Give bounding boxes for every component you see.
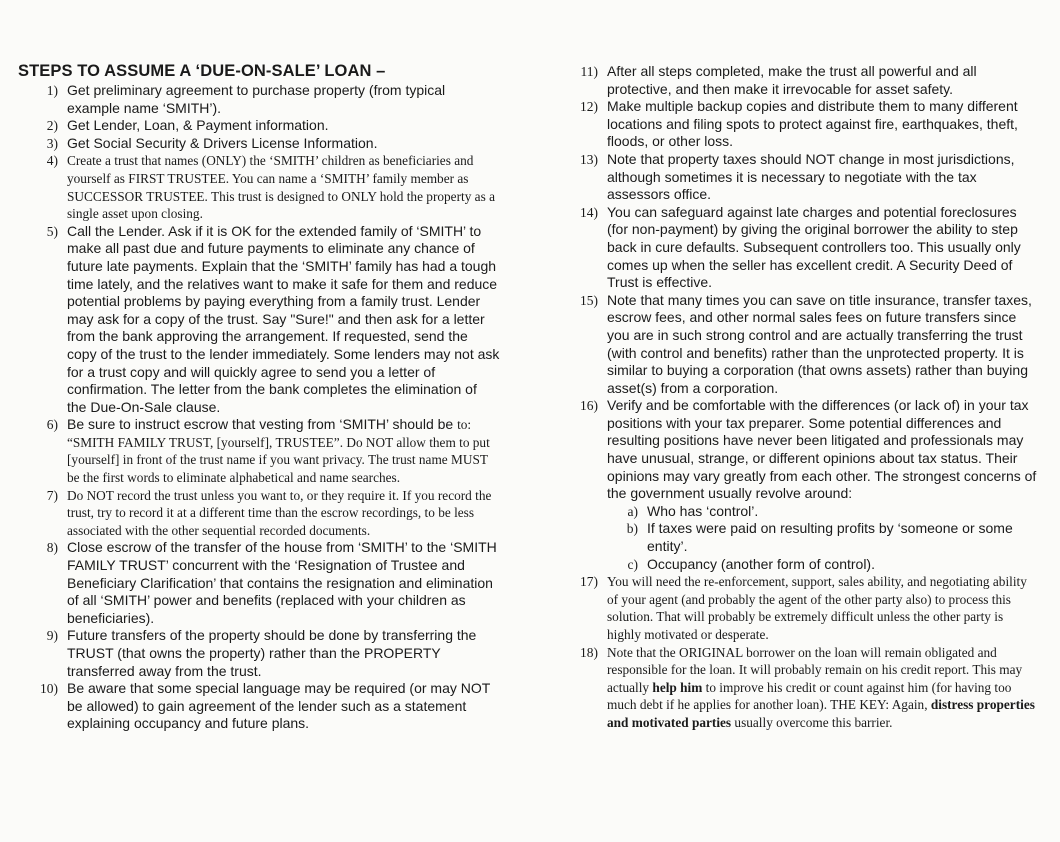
item-text: Make multiple backup copies and distribute them to many different locations and filing spots to protect against fire, earthquakes, theft, floods, or other loss. (607, 98, 1018, 150)
item-text: Be sure to instruct escrow that vesting from ‘SMITH’ should be (67, 416, 454, 433)
left-column (20, 82, 500, 733)
list-item (20, 487, 500, 540)
item-text: Get preliminary agreement to purchase property (from typical example name ‘SMITH’). (67, 82, 446, 116)
item-number: 2) (46, 118, 58, 134)
item-number: 17) (580, 574, 598, 590)
item-number: 16) (580, 398, 598, 414)
item-text: You can safeguard against late charges and potential foreclosures (for non-payment) by giving the original borrower the ability to step back in cure defaults. Subsequent controllers too. This usually only comes up when the seller has excellent credit. A Security Deed of Trust is effective. (607, 203, 1021, 291)
sub-list-item (560, 503, 1040, 521)
item-text: Verify and be comfortable with the differences (or lack of) in your tax positions with your tax preparer. Some potential differences and resulting positions have never been litigated and professionals may have unusual, strange, or different opinions about tax status. Their opinions may vary greatly from each other. The strongest concerns of the government usually revolve around: (607, 397, 1037, 502)
item-text: Note that the ORIGINAL borrower on the loan will remain obligated and responsible for the loan. It will probably remain on his credit report. This may actually (607, 644, 1023, 695)
sub-item-letter: b) (626, 521, 638, 537)
list-item (20, 416, 500, 486)
list-item (20, 680, 500, 733)
sub-item-text: Occupancy (another form of control). (647, 555, 875, 572)
sub-list-item (560, 556, 1040, 574)
list-item (560, 644, 1040, 732)
item-number: 18) (580, 644, 598, 660)
list-item (560, 151, 1040, 204)
item-number: 15) (580, 292, 598, 308)
item-text: Be aware that some special language may be required (or may NOT be allowed) to gain agreement of the lender such as a statement explaining occupancy and future plans. (67, 680, 491, 732)
item-text: Get Social Security & Drivers License Information. (67, 134, 378, 151)
item-number: 11) (580, 64, 598, 79)
item-text: Create a trust that names (ONLY) the ‘SMITH’ children as beneficiaries and yourself as FIRST TRUSTEE. You can name a ‘SMITH’ family member as SUCCESSOR TRUSTEE. This trust is designed to ONLY hold the property as a single asset upon closing. (67, 153, 495, 222)
item-text: to improve his credit or count against him (for having too much debt if he applies for another loan). THE KEY: Again, (607, 679, 1012, 713)
item-number: 3) (46, 135, 58, 151)
item-text: Future transfers of the property should be done by transferring the TRUST (that owns the property) rather than the PROPERTY transferred away from the trust. (67, 627, 477, 679)
list-item (560, 573, 1040, 643)
list-item (20, 117, 500, 135)
item-text: After all steps completed, make the trust all powerful and all protective, and then make it irrevocable for asset safety. (607, 63, 977, 97)
item-text-bold: distress properties and motivated parties (607, 697, 1035, 730)
item-number: 7) (46, 487, 58, 503)
sub-list-item (560, 520, 1040, 555)
item-text: Note that many times you can save on title insurance, transfer taxes, escrow fees, and other normal sales fees on future transfers since you are in such strong control and are actually transferring the trust (with control and benefits) rather than the unprotected property. It is similar to buying a corporation (that owns assets) rather than buying asset(s) from a corporation. (607, 291, 1032, 396)
item-number: 4) (46, 153, 58, 169)
item-number: 13) (580, 151, 598, 167)
list-item (560, 292, 1040, 398)
item-number: 1) (46, 83, 58, 98)
list-item (20, 152, 500, 222)
item-text: Note that property taxes should NOT change in most jurisdictions, although sometimes it is necessary to negotiate with the tax assessors office. (607, 150, 1015, 203)
list-item (560, 98, 1040, 151)
sub-item-text: If taxes were paid on resulting profits by ‘someone or some entity’. (647, 520, 1013, 555)
item-text: Get Lender, Loan, & Payment information. (67, 117, 329, 134)
item-number: 9) (46, 628, 58, 644)
item-text-bold: help him (652, 679, 703, 695)
item-number: 8) (46, 540, 58, 556)
item-text-continued: to: “SMITH FAMILY TRUST, [yourself], TRUSTEE”. Do NOT allow them to put [yourself] in front of the trust name if you want privacy. The trust name MUST be the first words to eliminate alphabetical and name searches. (67, 417, 490, 486)
item-number: 5) (46, 223, 58, 239)
right-column (560, 63, 1040, 732)
item-number: 6) (46, 417, 58, 433)
list-item (560, 204, 1040, 292)
list-item (20, 135, 500, 153)
list-item (20, 627, 500, 680)
item-text: usually overcome this barrier. (731, 714, 893, 730)
sub-item-letter: a) (627, 503, 638, 519)
list-item (20, 539, 500, 627)
item-text: Close escrow of the transfer of the house from ‘SMITH’ to the ‘SMITH FAMILY TRUST’ concurrent with the ‘Resignation of Trustee and Beneficiary Clarification’ that contains the resignation and elimination of all ‘SMITH’ power and benefits (replaced with your children as beneficiaries). (67, 539, 497, 626)
list-item (560, 397, 1040, 503)
item-number: 10) (40, 681, 58, 697)
item-number: 14) (580, 204, 598, 220)
list-item (560, 63, 1040, 98)
list-item (20, 223, 500, 417)
item-number: 12) (580, 99, 598, 115)
item-text: Call the Lender. Ask if it is OK for the extended family of ‘SMITH’ to make all past due and future payments to eliminate any chance of future late payments. Explain that the ‘SMITH’ family has had a tough time lately, and the relatives want to make it safe for them and reduce potential problems by paying everything from a family trust. Lender may ask for a copy of the trust. Say "Sure!" and then ask for a letter from the bank approving the arrangement. If requested, send the copy of the trust to the lender immediately. Some lenders may not ask for a trust copy and will quickly agree to send you a letter of confirmation. The letter from the bank completes the elimination of the Due-On-Sale clause. (67, 222, 500, 415)
page-title: STEPS TO ASSUME A ‘DUE-ON-SALE’ LOAN – (18, 62, 386, 80)
sub-item-text: Who has ‘control’. (647, 502, 759, 519)
item-text: Do NOT record the trust unless you want to, or they require it. If you record the trust, try to record it at a different time than the escrow recordings, to be less associated with the other sequential recorded documents. (67, 487, 492, 538)
sub-item-letter: c) (627, 556, 638, 572)
item-text: You will need the re-enforcement, support, sales ability, and negotiating ability of your agent (and probably the agent of the other party also) to process this solution. That will probably be extremely difficult unless the other party is highly motivated or desperate. (607, 574, 1027, 642)
list-item (20, 82, 500, 117)
